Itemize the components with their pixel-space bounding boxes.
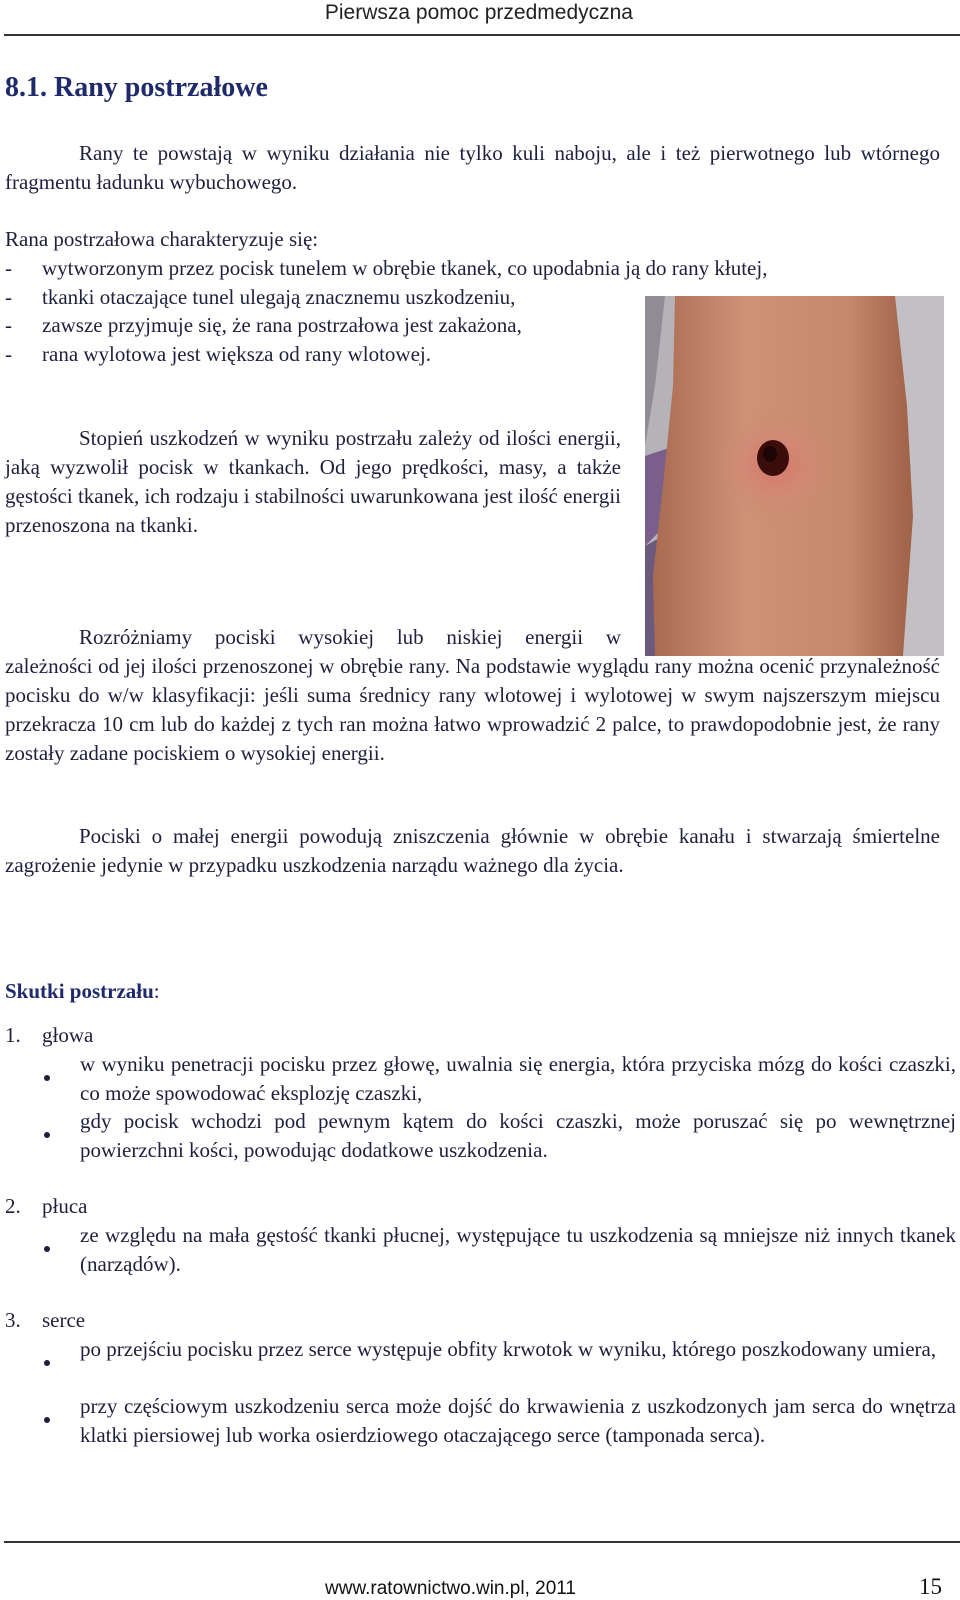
header-rule bbox=[4, 34, 960, 36]
effect-item-heart: 3. serce bbox=[5, 1308, 86, 1332]
list-item: - rana wylotowa jest większa od rany wlotowej. bbox=[5, 342, 431, 366]
distinguish-paragraph-start: Rozróżniamy pociski wysokiej lub niskiej energii w bbox=[79, 625, 621, 649]
bullet-icon bbox=[44, 1360, 50, 1366]
list-item: po przejściu pocisku przez serce występuje obfity krwotok w wyniku, którego poszkodowany umiera, bbox=[80, 1337, 937, 1361]
bullet-icon bbox=[44, 1246, 50, 1252]
list-item: gdy pocisk wchodzi pod pewnym kątem do kości czaszki, może poruszać się po wewnętrznej powierzchni kości, powodując dodatkowe uszkodzenia. bbox=[80, 1109, 956, 1162]
effects-heading: Skutki postrzału: bbox=[5, 979, 160, 1003]
list-item: - zawsze przyjmuje się, że rana postrzałowa jest zakażona, bbox=[5, 313, 522, 337]
page-number: 15 bbox=[919, 1574, 942, 1599]
bullet-icon bbox=[44, 1075, 50, 1081]
page-header bbox=[0, 0, 960, 38]
gunshot-wound-photo bbox=[645, 296, 944, 656]
footer-rule bbox=[4, 1541, 960, 1543]
section-heading: 8.1. Rany postrzałowe bbox=[5, 72, 268, 103]
list-item: w wyniku penetracji pocisku przez głowę, uwalnia się energia, która przyciska mózg do kości czaszki, co może spowodować eksplozję czaszki, bbox=[80, 1052, 956, 1105]
effect-item-head: 1. głowa bbox=[5, 1023, 94, 1047]
list-item: - wytworzonym przez pocisk tunelem w obrębie tkanek, co upodabnia ją do rany kłutej, bbox=[5, 256, 768, 280]
list-item: - tkanki otaczające tunel ulegają znacznemu uszkodzeniu, bbox=[5, 285, 516, 309]
intro-paragraph: Rany te powstają w wyniku działania nie tylko kuli naboju, ale i też pierwotnego lub wtórnego fragmentu ładunku wybuchowego. bbox=[5, 141, 940, 194]
effect-item-lungs: 2. płuca bbox=[5, 1194, 88, 1218]
bullet-icon bbox=[44, 1132, 50, 1138]
characteristics-lead: Rana postrzałowa charakteryzuje się: bbox=[5, 227, 319, 251]
header-title: Pierwsza pomoc przedmedyczna bbox=[324, 1, 633, 24]
degree-paragraph: Stopień uszkodzeń w wyniku postrzału zależy od ilości energii, jaką wyzwolił pocisk w tkankach. Od jego prędkości, masy, a także gęstości tkanek, ich rodzaju i stabilności uwarunkowana jest ilość energii przenoszona na tkanki. bbox=[5, 426, 621, 537]
list-item: przy częściowym uszkodzeniu serca może dojść do krwawienia z uszkodzonych jam serca do wnętrza klatki piersiowej lub worka osierdziowego otaczającego serce (tamponada serca). bbox=[80, 1394, 956, 1447]
bullet-icon bbox=[44, 1417, 50, 1423]
low-energy-paragraph: Pociski o małej energii powodują zniszczenia głównie w obrębie kanału i stwarzają śmiertelne zagrożenie jedynie w przypadku uszkodzenia narządu ważnego dla życia. bbox=[5, 824, 940, 877]
wound-illustration bbox=[645, 296, 944, 656]
footer-url: www.ratownictwo.win.pl, 2011 bbox=[325, 1578, 576, 1599]
list-item: ze względu na mała gęstość tkanki płucnej, występujące tu uszkodzenia są mniejsze niż innych tkanek (narządów). bbox=[80, 1223, 956, 1276]
distinguish-paragraph: zależności od jej ilości przenoszonej w obrębie rany. Na podstawie wyglądu rany można ocenić przynależność pocisku do w/w klasyfikacji: jeśli suma średnicy rany wlotowej i wylotowej w swym najszerszym miejscu przekracza 10 cm lub do każdej z tych ran można łatwo wprowadzić 2 palce, to prawdopodobnie jest, że rany zostały zadane pociskiem o wysokiej energii. bbox=[5, 654, 940, 765]
